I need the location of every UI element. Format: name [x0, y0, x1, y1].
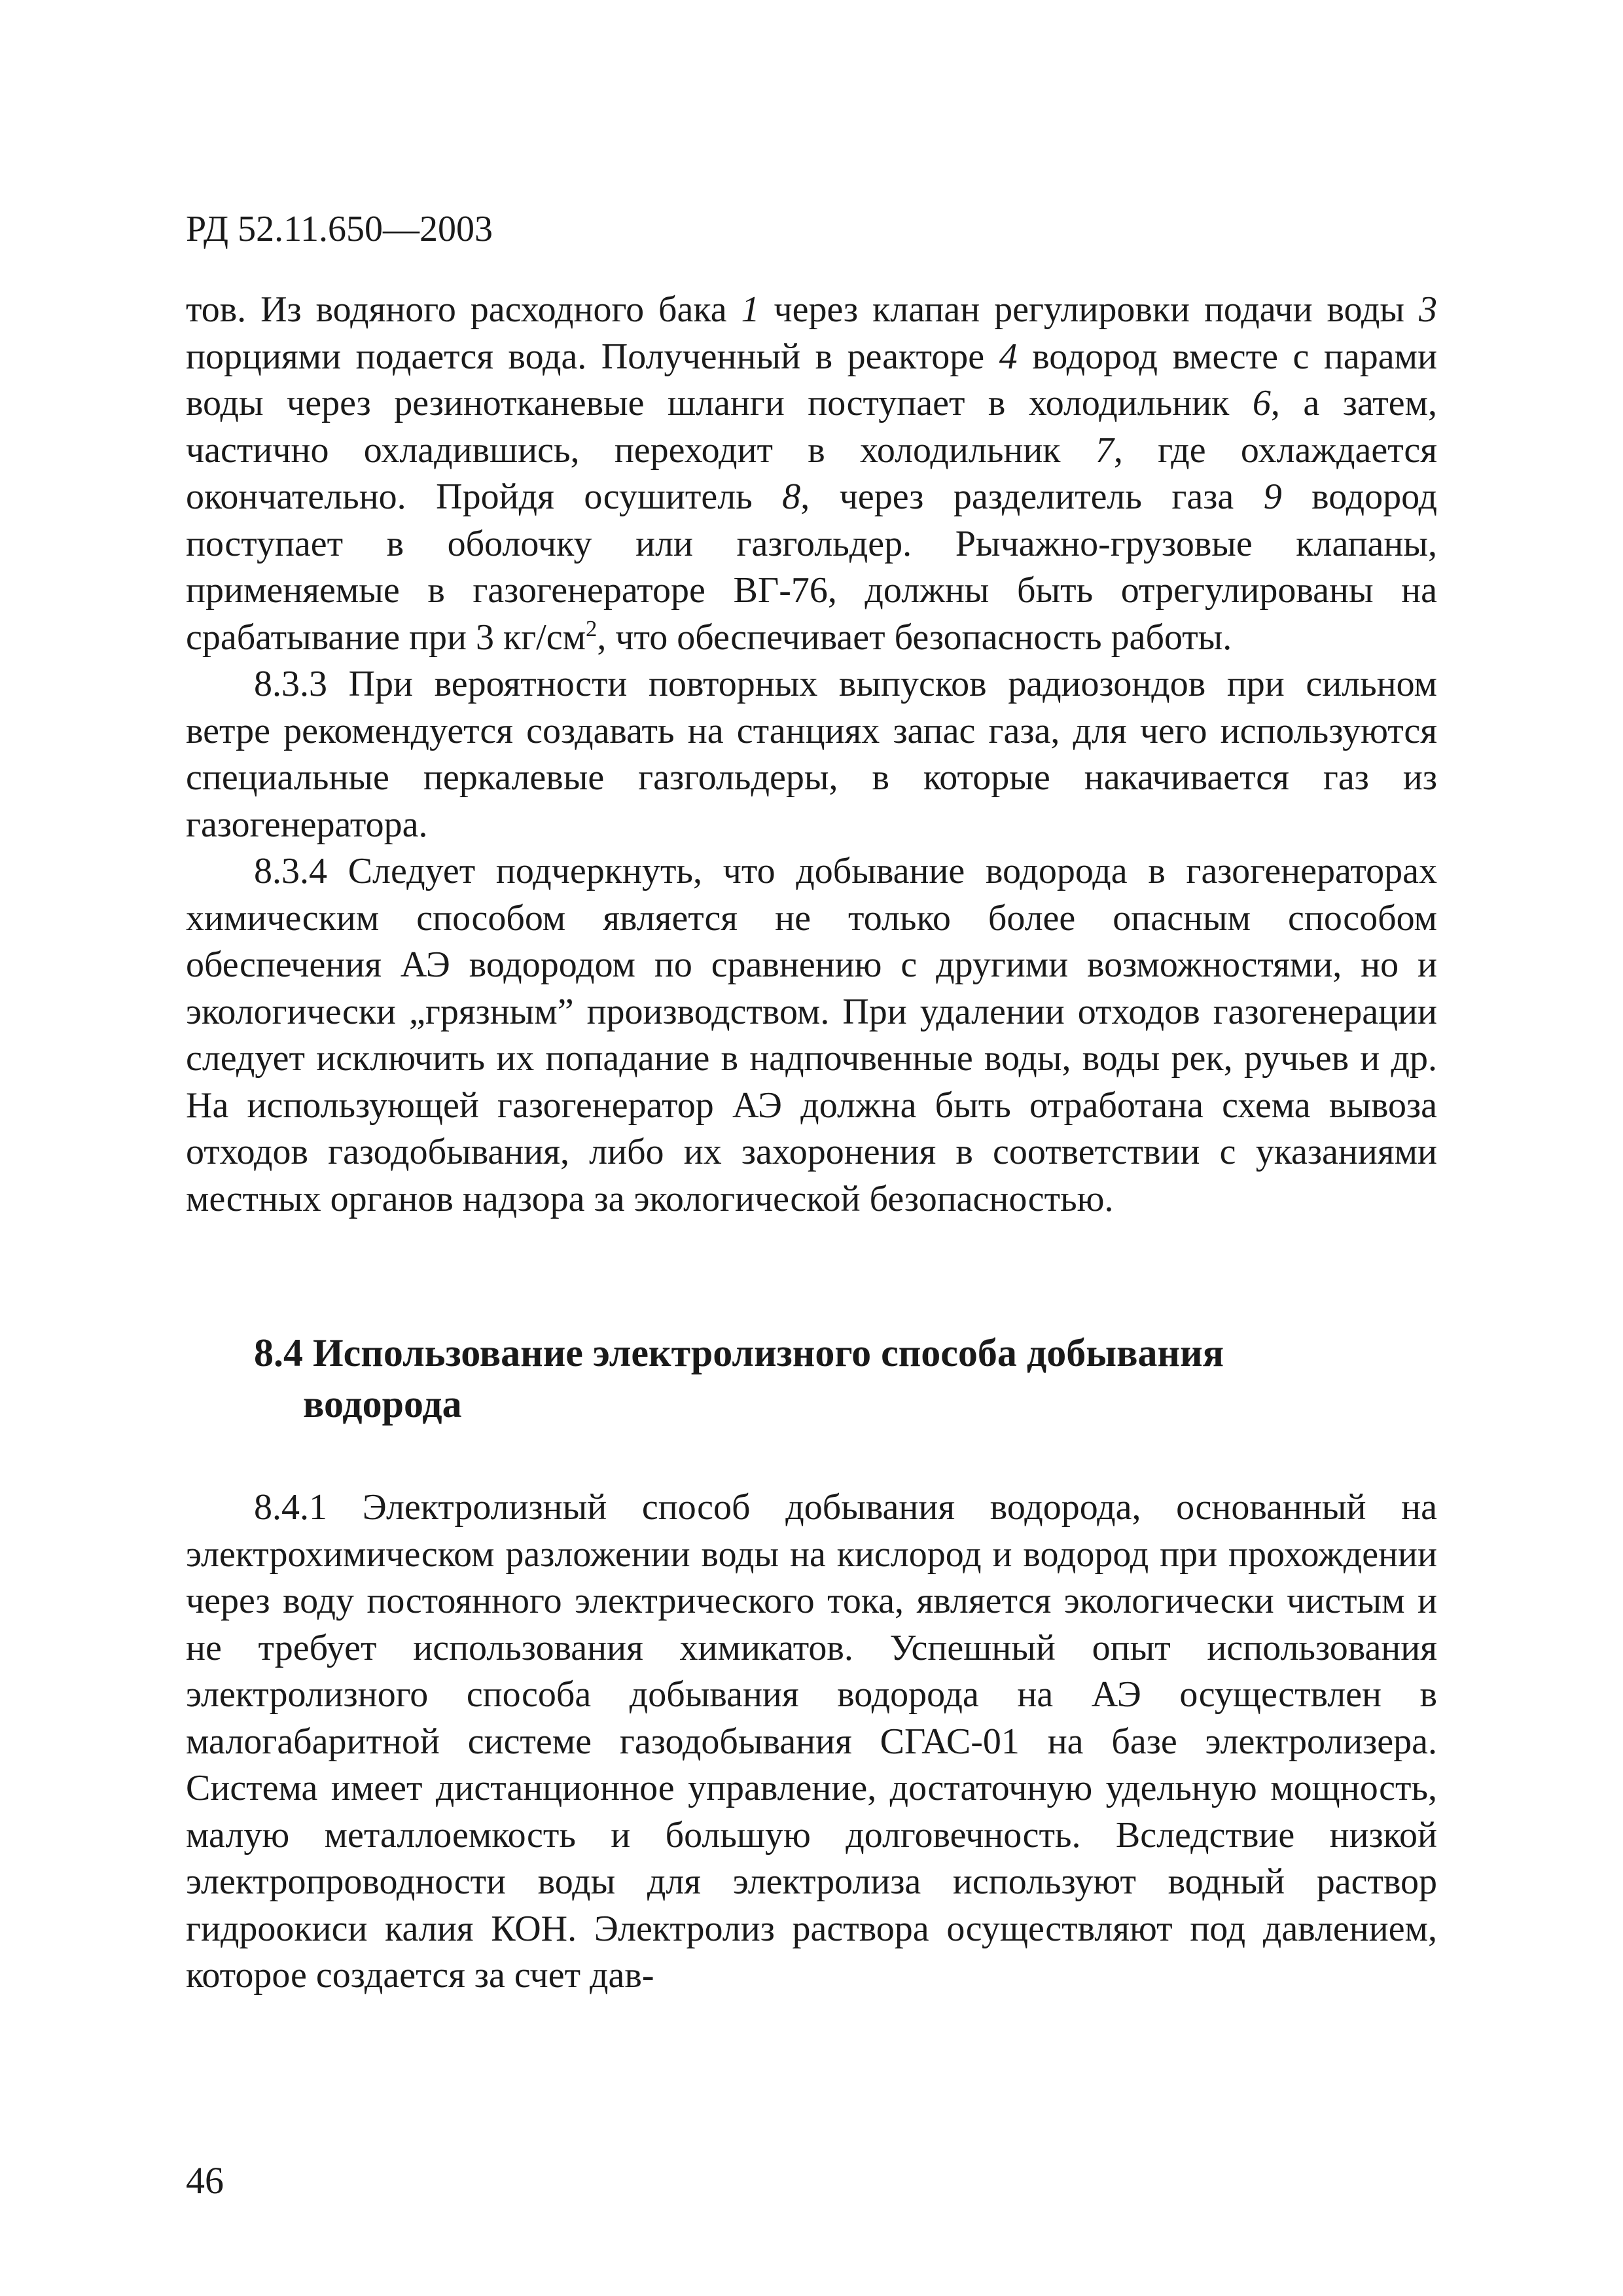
- paragraph-8-3-4: 8.3.4 Следует подчеркнуть, что добывание водорода в газогенераторах химическим способом является не только более опасным способом обеспечения АЭ водородом по сравнению с другими возможностями, но и экологически „грязным” производством. При удалении отходов газогенерации следует исключить их попадание в надпочвенные воды, воды рек, ручьев и др. На использующей газогенератор АЭ должна быть отработана схема вывоза отходов газодобывания, либо их захоронения в соответствии с указаниями местных органов надзора за экологической безопасностью.: [186, 851, 1437, 1219]
- ref-number-8: 8: [782, 476, 801, 517]
- page-body: [186, 287, 1437, 2000]
- section-heading-line2: водорода: [303, 1382, 462, 1426]
- document-code-header: РД 52.11.650—2003: [186, 209, 493, 249]
- ref-number-6: 6: [1252, 383, 1271, 423]
- section-heading-line1: 8.4 Использование электролизного способа добывания: [254, 1331, 1224, 1374]
- section-heading-8-4: [186, 1327, 1437, 1429]
- superscript-2: 2: [586, 616, 597, 642]
- paragraph-8-3-3: 8.3.3 При вероятности повторных выпусков радиозондов при сильном ветре рекомендуется создавать на станциях запас газа, для чего используются специальные перкалевые газгольдеры, в которые накачивается газ из газогенератора.: [186, 664, 1437, 845]
- page-number: 46: [186, 2159, 224, 2202]
- ref-number-9: 9: [1263, 476, 1282, 517]
- paragraph-continuation: тов. Из водяного расходного бака 1 через клапан регулировки подачи воды 3 порциями подается вода. Полученный в реакторе 4 водород вместе с парами воды через резинотканевые шланги поступает в холодильник 6, а затем, частично охладившись, переходит в холодильник 7, где охлаждается окончательно. Пройдя осушитель 8, через разделитель газа 9 водород поступает в оболочку или газгольдер. Рычажно-грузовые клапаны, применяемые в газогенераторе ВГ-76, должны быть отрегулированы на срабатывание при 3 $кг/см^2$, что обеспечивает безопасность работы.: [186, 289, 1437, 658]
- ref-number-1: 1: [741, 289, 760, 330]
- ref-number-4: 4: [999, 336, 1018, 377]
- ref-number-7: 7: [1095, 429, 1114, 471]
- ref-number-3: 3: [1419, 289, 1437, 330]
- paragraph-8-4-1: 8.4.1 Электролизный способ добывания водорода, основанный на электрохимическом разложении воды на кислород и водород при прохождении через воду постоянного электрического тока, является экологически чистым и не требует использования химикатов. Успешный опыт использования электролизного способа добывания водорода на АЭ осуществлен в малогабаритной системе газодобывания СГАС-01 на базе электролизера. Система имеет дистанционное управление, достаточную удельную мощность, малую металлоемкость и большую долговечность. Вследствие низкой электропроводности воды для электролиза используют водный раствор гидроокиси калия КОН. Электролиз раствора осуществляют под давлением, которое создается за счет дав-: [186, 1487, 1437, 1996]
